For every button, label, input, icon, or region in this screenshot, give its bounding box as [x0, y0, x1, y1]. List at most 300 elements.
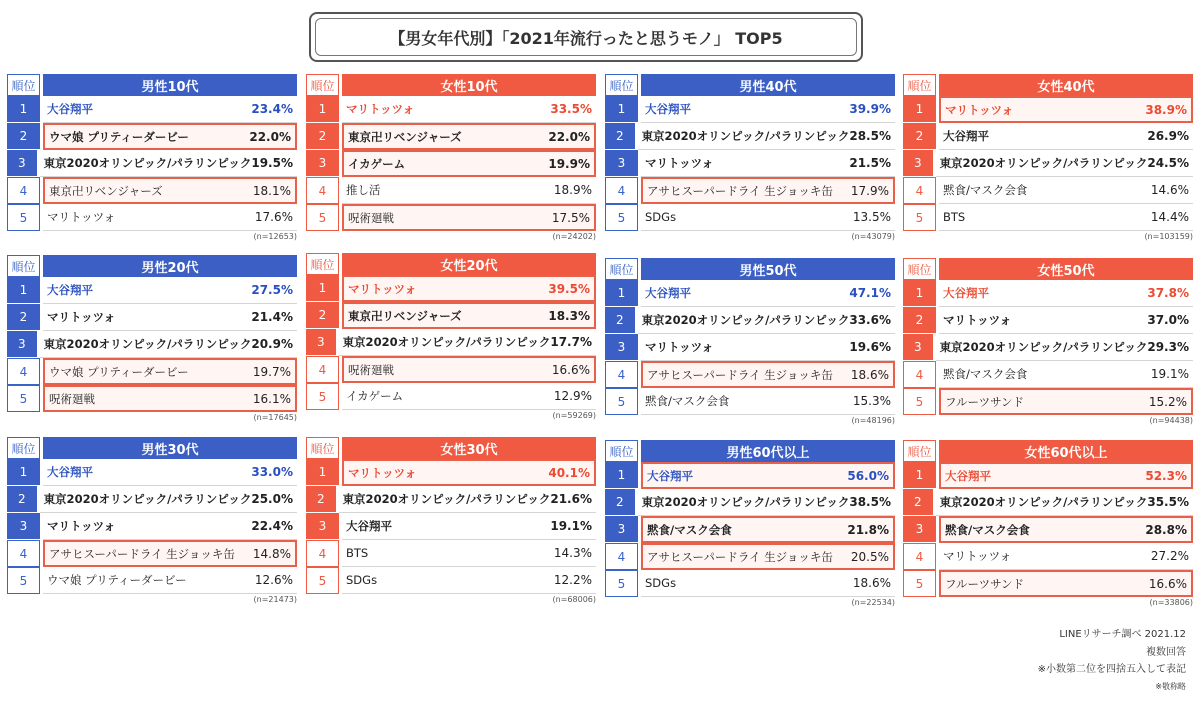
item-name: 呪術廻戦 — [348, 210, 394, 225]
ranking-row — [7, 277, 297, 304]
rank-number: 5 — [605, 388, 638, 415]
item-percentage: 17.5% — [551, 210, 590, 225]
item-percentage: 19.1% — [550, 519, 592, 533]
group-label: 女性20代 — [342, 253, 596, 275]
item-cell — [43, 177, 297, 204]
item-percentage: 12.6% — [254, 573, 293, 587]
item-percentage: 16.1% — [252, 391, 291, 406]
item-percentage: 24.5% — [1147, 156, 1189, 170]
item-percentage: 16.6% — [1148, 576, 1187, 591]
item-percentage: 38.5% — [849, 495, 891, 509]
item-percentage: 21.8% — [847, 522, 889, 537]
item-cell — [641, 204, 895, 231]
item-name: マリトッツォ — [348, 281, 417, 296]
item-cell — [641, 388, 895, 415]
item-cell — [342, 123, 596, 150]
ranking-row — [7, 567, 297, 594]
rank-column-header: 順位 — [7, 255, 40, 277]
item-cell — [939, 543, 1193, 570]
item-name: アサヒスーパードライ 生ジョッキ缶 — [647, 183, 833, 198]
item-name: マリトッツォ — [47, 310, 116, 324]
rank-number: 2 — [306, 486, 336, 513]
item-cell — [641, 280, 895, 307]
rank-column-header: 順位 — [306, 74, 339, 96]
rank-number: 2 — [605, 489, 635, 516]
ranking-row — [605, 489, 895, 516]
item-cell — [40, 486, 297, 513]
item-name: 東京2020オリンピック/パラリンピック — [641, 495, 850, 509]
item-cell — [342, 567, 596, 594]
item-name: アサヒスーパードライ 生ジョッキ缶 — [49, 546, 235, 561]
item-percentage: 40.1% — [548, 465, 590, 480]
ranking-row — [306, 540, 596, 567]
group-label: 女性30代 — [342, 437, 596, 459]
rank-number: 3 — [903, 334, 933, 361]
item-cell — [43, 204, 297, 231]
item-percentage: 21.6% — [550, 492, 592, 506]
sample-size: (n=103159) — [1144, 232, 1193, 241]
ranking-row — [306, 513, 596, 540]
rank-number: 3 — [605, 150, 638, 177]
item-cell — [939, 280, 1193, 307]
ranking-row — [306, 150, 596, 177]
rounding-note: ※小数第二位を四捨五入して表記 — [1037, 664, 1186, 675]
ranking-row — [306, 459, 596, 486]
ranking-row — [7, 331, 297, 358]
rank-number: 3 — [7, 513, 40, 540]
item-percentage: 18.3% — [548, 308, 590, 323]
item-percentage: 19.6% — [849, 340, 891, 354]
item-name: SDGs — [645, 576, 677, 590]
item-percentage: 15.3% — [852, 394, 891, 408]
ranking-row — [605, 177, 895, 204]
rank-number: 1 — [903, 280, 936, 307]
rank-column-header: 順位 — [306, 437, 339, 459]
item-name: 大谷翔平 — [47, 102, 93, 116]
item-name: 東京卍リベンジャーズ — [348, 129, 462, 144]
item-percentage: 56.0% — [847, 468, 889, 483]
rank-number: 3 — [7, 150, 37, 177]
item-cell — [342, 204, 596, 231]
rank-number: 5 — [306, 204, 339, 231]
ranking-row — [306, 356, 596, 383]
panel-header — [7, 255, 297, 277]
rank-number: 2 — [7, 123, 40, 150]
rank-column-header: 順位 — [903, 258, 936, 280]
rank-number: 2 — [903, 123, 936, 150]
rank-number: 1 — [306, 275, 339, 302]
title-box — [309, 12, 863, 62]
panel-header — [903, 258, 1193, 280]
item-cell — [641, 150, 895, 177]
item-name: SDGs — [346, 573, 378, 587]
ranking-row — [903, 388, 1193, 415]
item-percentage: 28.5% — [849, 129, 891, 143]
item-name: 東京卍リベンジャーズ — [348, 308, 462, 323]
ranking-row — [306, 204, 596, 231]
item-percentage: 22.4% — [251, 519, 293, 533]
rank-number: 4 — [306, 540, 339, 567]
item-cell — [43, 123, 297, 150]
item-cell — [43, 540, 297, 567]
ranking-row — [605, 307, 895, 334]
item-percentage: 18.1% — [252, 183, 291, 198]
item-name: ウマ娘 プリティーダービー — [49, 129, 189, 144]
item-name: アサヒスーパードライ 生ジョッキ缶 — [647, 549, 833, 564]
rank-number: 3 — [306, 513, 339, 540]
item-cell — [342, 275, 596, 302]
item-cell — [936, 489, 1193, 516]
item-percentage: 47.1% — [849, 286, 891, 300]
item-name: 東京卍リベンジャーズ — [49, 183, 163, 198]
rank-column-header: 順位 — [7, 437, 40, 459]
item-cell — [936, 334, 1193, 361]
ranking-row — [605, 388, 895, 415]
item-percentage: 25.0% — [251, 492, 293, 506]
sample-size: (n=21473) — [253, 595, 297, 604]
item-name: 大谷翔平 — [47, 465, 93, 479]
item-cell — [339, 486, 596, 513]
ranking-panel-m40 — [605, 74, 895, 242]
item-name: 黙食/マスク会食 — [645, 394, 730, 408]
item-cell — [936, 150, 1193, 177]
item-cell — [641, 177, 895, 204]
item-cell — [339, 329, 596, 356]
item-cell — [939, 388, 1193, 415]
rank-number: 1 — [7, 459, 40, 486]
ranking-row — [7, 540, 297, 567]
ranking-row — [903, 361, 1193, 388]
ranking-row — [605, 462, 895, 489]
item-percentage: 26.9% — [1147, 129, 1189, 143]
ranking-row — [605, 334, 895, 361]
rank-column-header: 順位 — [605, 258, 638, 280]
item-percentage: 33.5% — [550, 102, 592, 116]
sample-size: (n=24202) — [552, 232, 596, 241]
rank-number: 2 — [605, 123, 635, 150]
page-title: 【男女年代別】「2021年流行ったと思うモノ」 TOP5 — [389, 28, 783, 48]
item-percentage: 12.9% — [553, 389, 592, 403]
item-name: BTS — [943, 210, 966, 224]
item-percentage: 21.5% — [849, 156, 891, 170]
ranking-row — [306, 486, 596, 513]
rank-number: 3 — [605, 516, 638, 543]
rank-column-header: 順位 — [605, 74, 638, 96]
item-percentage: 52.3% — [1145, 468, 1187, 483]
item-name: 東京2020オリンピック/パラリンピック — [939, 495, 1148, 509]
item-percentage: 17.6% — [254, 210, 293, 224]
sample-size: (n=43079) — [851, 232, 895, 241]
group-label: 男性40代 — [641, 74, 895, 96]
item-name: 推し活 — [346, 183, 381, 197]
rank-number: 3 — [306, 150, 339, 177]
item-name: 東京2020オリンピック/パラリンピック — [43, 337, 252, 351]
item-cell — [939, 307, 1193, 334]
item-name: 黙食/マスク会食 — [647, 522, 732, 537]
rank-number: 5 — [903, 570, 936, 597]
rank-number: 4 — [7, 177, 40, 204]
ranking-panel-m20 — [7, 255, 297, 423]
group-label: 女性10代 — [342, 74, 596, 96]
panel-header — [306, 74, 596, 96]
item-name: 東京2020オリンピック/パラリンピック — [43, 492, 252, 506]
ranking-row — [903, 123, 1193, 150]
item-name: 呪術廻戦 — [49, 391, 95, 406]
rank-number: 1 — [903, 462, 936, 489]
item-name: 黙食/マスク会食 — [943, 367, 1028, 381]
item-name: マリトッツォ — [943, 313, 1012, 327]
ranking-panel-f40 — [903, 74, 1193, 242]
item-cell — [43, 513, 297, 540]
sample-size: (n=12653) — [253, 232, 297, 241]
item-name: 大谷翔平 — [645, 102, 691, 116]
rank-number: 5 — [7, 567, 40, 594]
rank-number: 2 — [605, 307, 635, 334]
group-label: 女性50代 — [939, 258, 1193, 280]
ranking-row — [605, 96, 895, 123]
rank-number: 4 — [605, 177, 638, 204]
group-label: 女性40代 — [939, 74, 1193, 96]
item-percentage: 14.3% — [553, 546, 592, 560]
item-percentage: 22.0% — [548, 129, 590, 144]
group-label: 男性60代以上 — [641, 440, 895, 462]
panel-header — [903, 74, 1193, 96]
item-cell — [43, 358, 297, 385]
rank-number: 2 — [306, 302, 339, 329]
ranking-row — [7, 358, 297, 385]
item-percentage: 39.5% — [548, 281, 590, 296]
group-label: 女性60代以上 — [939, 440, 1193, 462]
item-name: マリトッツォ — [47, 519, 116, 533]
item-cell — [40, 331, 297, 358]
ranking-row — [903, 150, 1193, 177]
ranking-row — [605, 361, 895, 388]
panel-header — [605, 74, 895, 96]
rank-number: 1 — [7, 96, 40, 123]
item-name: マリトッツォ — [47, 210, 116, 224]
item-cell — [40, 150, 297, 177]
item-percentage: 14.8% — [252, 546, 291, 561]
item-cell — [342, 150, 596, 177]
ranking-row — [7, 385, 297, 412]
rank-number: 5 — [7, 385, 40, 412]
honorific-note: ※敬称略 — [1155, 682, 1186, 691]
multiple-answer-note: 複数回答 — [1146, 647, 1186, 658]
item-name: 大谷翔平 — [645, 286, 691, 300]
item-percentage: 17.7% — [550, 335, 592, 349]
rank-number: 2 — [903, 489, 933, 516]
rank-number: 4 — [306, 356, 339, 383]
rank-number: 4 — [306, 177, 339, 204]
item-percentage: 16.6% — [551, 362, 590, 377]
ranking-row — [903, 334, 1193, 361]
sample-size: (n=22534) — [851, 598, 895, 607]
ranking-panel-f10 — [306, 74, 596, 242]
ranking-row — [7, 177, 297, 204]
item-cell — [939, 516, 1193, 543]
item-cell — [939, 96, 1193, 123]
rank-number: 5 — [605, 570, 638, 597]
group-label: 男性30代 — [43, 437, 297, 459]
rank-number: 1 — [7, 277, 40, 304]
item-name: マリトッツォ — [348, 465, 417, 480]
ranking-row — [306, 177, 596, 204]
item-percentage: 19.5% — [251, 156, 293, 170]
panel-header — [7, 437, 297, 459]
panel-header — [306, 437, 596, 459]
rank-number: 2 — [306, 123, 339, 150]
item-cell — [939, 361, 1193, 388]
rank-number: 4 — [903, 543, 936, 570]
item-name: アサヒスーパードライ 生ジョッキ缶 — [647, 367, 833, 382]
item-cell — [939, 123, 1193, 150]
item-percentage: 39.9% — [849, 102, 891, 116]
item-percentage: 27.5% — [251, 283, 293, 297]
item-percentage: 14.4% — [1150, 210, 1189, 224]
rank-number: 4 — [605, 361, 638, 388]
ranking-row — [7, 204, 297, 231]
item-name: マリトッツォ — [346, 102, 415, 116]
item-cell — [638, 489, 895, 516]
item-percentage: 18.6% — [850, 367, 889, 382]
group-label: 男性20代 — [43, 255, 297, 277]
item-cell — [342, 383, 596, 410]
item-cell — [43, 96, 297, 123]
item-percentage: 20.5% — [850, 549, 889, 564]
rank-number: 4 — [903, 361, 936, 388]
item-percentage: 13.5% — [852, 210, 891, 224]
item-name: ウマ娘 プリティーダービー — [47, 573, 187, 587]
item-name: 東京2020オリンピック/パラリンピック — [641, 313, 850, 327]
panel-header — [306, 253, 596, 275]
item-cell — [939, 570, 1193, 597]
item-cell — [641, 516, 895, 543]
item-name: 大谷翔平 — [943, 286, 989, 300]
item-percentage: 12.2% — [553, 573, 592, 587]
ranking-row — [306, 275, 596, 302]
ranking-panel-f50 — [903, 258, 1193, 426]
item-name: マリトッツォ — [943, 549, 1012, 563]
item-percentage: 23.4% — [251, 102, 293, 116]
item-percentage: 15.2% — [1148, 394, 1187, 409]
panel-header — [605, 440, 895, 462]
panel-header — [605, 258, 895, 280]
item-name: 東京2020オリンピック/パラリンピック — [641, 129, 850, 143]
item-name: 黙食/マスク会食 — [945, 522, 1030, 537]
ranking-row — [7, 513, 297, 540]
item-percentage: 37.8% — [1147, 286, 1189, 300]
rank-number: 2 — [903, 307, 936, 334]
sample-size: (n=59269) — [552, 411, 596, 420]
item-name: マリトッツォ — [945, 102, 1014, 117]
item-cell — [641, 334, 895, 361]
ranking-row — [903, 570, 1193, 597]
item-percentage: 18.6% — [852, 576, 891, 590]
ranking-row — [306, 567, 596, 594]
ranking-row — [903, 280, 1193, 307]
item-cell — [342, 356, 596, 383]
ranking-row — [605, 204, 895, 231]
item-percentage: 14.6% — [1150, 183, 1189, 197]
group-label: 男性50代 — [641, 258, 895, 280]
rank-number: 5 — [306, 383, 339, 410]
rank-column-header: 順位 — [903, 440, 936, 462]
item-percentage: 18.9% — [553, 183, 592, 197]
ranking-panel-m60 — [605, 440, 895, 608]
rank-number: 4 — [7, 358, 40, 385]
item-percentage: 29.3% — [1147, 340, 1189, 354]
ranking-row — [7, 123, 297, 150]
item-name: マリトッツォ — [645, 156, 714, 170]
item-percentage: 19.7% — [252, 364, 291, 379]
ranking-row — [605, 280, 895, 307]
item-name: 大谷翔平 — [47, 283, 93, 297]
item-percentage: 27.2% — [1150, 549, 1189, 563]
ranking-row — [605, 150, 895, 177]
ranking-panel-m30 — [7, 437, 297, 605]
item-cell — [939, 177, 1193, 204]
rank-number: 1 — [903, 96, 936, 123]
ranking-row — [605, 516, 895, 543]
item-cell — [641, 462, 895, 489]
item-cell — [638, 123, 895, 150]
item-cell — [641, 96, 895, 123]
ranking-row — [306, 96, 596, 123]
item-percentage: 19.1% — [1150, 367, 1189, 381]
item-cell — [638, 307, 895, 334]
item-cell — [43, 385, 297, 412]
item-percentage: 33.6% — [849, 313, 891, 327]
item-name: 東京2020オリンピック/パラリンピック — [342, 335, 551, 349]
sample-size: (n=48196) — [851, 416, 895, 425]
rank-number: 1 — [605, 280, 638, 307]
item-cell — [342, 96, 596, 123]
item-name: 東京2020オリンピック/パラリンピック — [939, 340, 1148, 354]
ranking-row — [903, 489, 1193, 516]
ranking-row — [903, 516, 1193, 543]
rank-number: 4 — [7, 540, 40, 567]
ranking-row — [605, 543, 895, 570]
ranking-row — [903, 543, 1193, 570]
item-cell — [43, 304, 297, 331]
sample-size: (n=33806) — [1149, 598, 1193, 607]
rank-number: 5 — [903, 204, 936, 231]
rank-number: 5 — [306, 567, 339, 594]
ranking-panel-f30 — [306, 437, 596, 605]
ranking-panel-m50 — [605, 258, 895, 426]
item-name: 東京2020オリンピック/パラリンピック — [342, 492, 551, 506]
ranking-row — [605, 570, 895, 597]
ranking-row — [7, 304, 297, 331]
item-percentage: 37.0% — [1147, 313, 1189, 327]
sample-size: (n=68006) — [552, 595, 596, 604]
rank-number: 2 — [7, 486, 37, 513]
item-cell — [342, 513, 596, 540]
rank-number: 1 — [605, 462, 638, 489]
ranking-panel-f60 — [903, 440, 1193, 608]
rank-number: 3 — [605, 334, 638, 361]
sample-size: (n=94438) — [1149, 416, 1193, 425]
item-name: ウマ娘 プリティーダービー — [49, 364, 189, 379]
ranking-row — [903, 307, 1193, 334]
rank-column-header: 順位 — [7, 74, 40, 96]
item-name: BTS — [346, 546, 369, 560]
item-cell — [939, 204, 1193, 231]
rank-number: 5 — [605, 204, 638, 231]
panel-header — [903, 440, 1193, 462]
rank-number: 4 — [903, 177, 936, 204]
item-name: SDGs — [645, 210, 677, 224]
